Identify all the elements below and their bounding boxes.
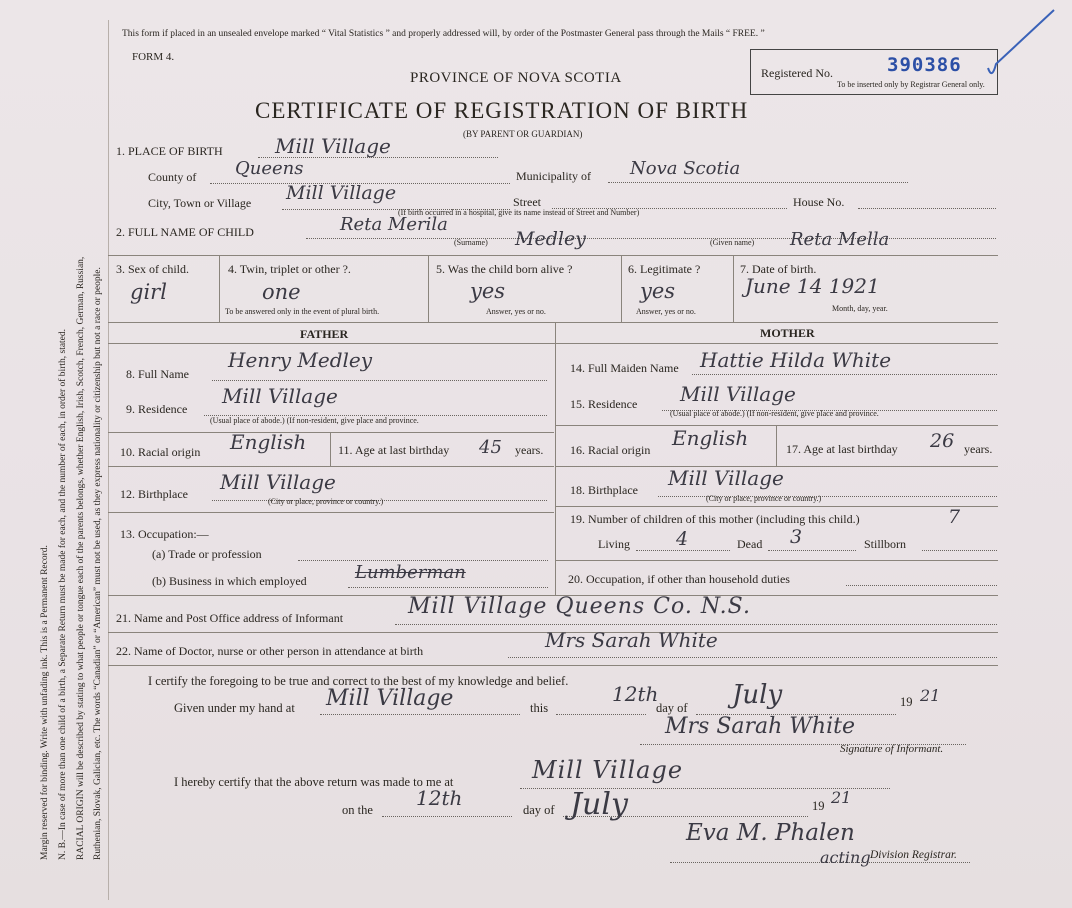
value-informant: Mill Village Queens Co. N.S. xyxy=(408,594,751,619)
margin-note-3: RACIAL ORIGIN will be described by stating to what people or tongue each of the parents belongs, whether English, Irish, Scotch, French, German, Russian, xyxy=(76,256,86,860)
date-note: Month, day, year. xyxy=(832,304,888,313)
label-house-no: House No. xyxy=(793,195,845,209)
value-father-racial: English xyxy=(230,430,307,454)
label-city: City, Town or Village xyxy=(148,196,252,210)
value-mother-name: Hattie Hilda White xyxy=(700,348,892,372)
value-sex: girl xyxy=(130,280,167,304)
label-county: County of xyxy=(148,170,197,184)
label-doctor: 22. Name of Doctor, nurse or other person in attendance at birth xyxy=(116,644,424,658)
legitimate-note: Answer, yes or no. xyxy=(636,307,696,316)
born-alive-note: Answer, yes or no. xyxy=(486,307,546,316)
margin-rule xyxy=(108,20,109,900)
given-name-note: (Given name) xyxy=(710,238,755,247)
value-given-at: Mill Village xyxy=(326,686,454,711)
surname-note: (Surname) xyxy=(454,238,488,247)
label-mother-age: 17. Age at last birthday xyxy=(786,442,898,456)
label-this: this xyxy=(530,701,549,715)
label-living: Living xyxy=(598,537,630,551)
value-mother-age: 26 xyxy=(930,430,955,452)
mother-heading: MOTHER xyxy=(760,326,815,340)
value-city: Mill Village xyxy=(286,182,397,204)
label-twin: 4. Twin, triplet or other ?. xyxy=(228,262,351,276)
label-street: Street xyxy=(513,195,541,209)
certificate-title: CERTIFICATE OF REGISTRATION OF BIRTH xyxy=(255,98,749,123)
value-doctor: Mrs Sarah White xyxy=(545,628,718,652)
registered-number: 390386 xyxy=(887,54,962,76)
label-mother-residence: 15. Residence xyxy=(570,397,638,411)
father-years: years. xyxy=(515,443,544,457)
form-number: FORM 4. xyxy=(132,51,175,63)
value-father-birthplace: Mill Village xyxy=(220,470,336,494)
label-sex: 3. Sex of child. xyxy=(116,262,189,276)
value-acting: acting xyxy=(820,848,871,867)
label-year-prefix: 19 xyxy=(900,695,913,709)
label-on-the: on the xyxy=(342,803,373,817)
certify-text: I certify the foregoing to be true and correct to the best of my knowledge and belief. xyxy=(148,674,569,688)
label-father-age: 11. Age at last birthday xyxy=(338,443,450,457)
label-date-of-birth: 7. Date of birth. xyxy=(740,262,817,276)
label-municipality: Municipality of xyxy=(516,169,591,183)
registered-label: Registered No. xyxy=(761,66,833,80)
label-place-of-birth: 1. PLACE OF BIRTH xyxy=(116,144,223,158)
value-registrar-signature: Eva M. Phalen xyxy=(686,820,855,846)
margin-note-4: Ruthenian, Slovak, Galician, etc. The words “Canadian” or “American” must not be used, as they express nationality or citizenship but not a race or people. xyxy=(93,267,103,860)
label-father-name: 8. Full Name xyxy=(126,367,189,381)
value-made-year: 21 xyxy=(831,788,852,807)
label-day-of: day of xyxy=(656,701,688,715)
value-given-month: July xyxy=(732,680,783,710)
value-mother-racial: English xyxy=(672,426,749,450)
value-father-age: 45 xyxy=(479,437,502,458)
label-given-under: Given under my hand at xyxy=(174,701,295,715)
value-given-year: 21 xyxy=(920,686,941,705)
label-division-registrar: Division Registrar. xyxy=(870,849,957,861)
value-county: Queens xyxy=(235,158,304,179)
mother-birthplace-note: (City or place, province or country.) xyxy=(706,494,822,503)
mail-notice: This form if placed in an unsealed envelope marked “ Vital Statistics ” and properly addressed will, by order of the Postmaster General pass through the Mails “ FREE. ” xyxy=(122,29,765,39)
label-business: (b) Business in which employed xyxy=(152,574,307,588)
margin-note-1: Margin reserved for binding. Write with unfading ink. This is a Permanent Record. xyxy=(40,545,50,860)
value-date-of-birth: June 14 1921 xyxy=(745,274,880,298)
father-residence-note: (Usual place of abode.) (If non-resident, give place and province. xyxy=(210,416,419,425)
label-year-prefix-2: 19 xyxy=(812,799,825,813)
label-made-day-of: day of xyxy=(523,803,555,817)
value-living: 4 xyxy=(676,528,689,550)
value-father-residence: Mill Village xyxy=(222,384,338,408)
value-legitimate: yes xyxy=(640,279,676,303)
check-mark-icon xyxy=(980,4,1060,80)
mother-years: years. xyxy=(964,442,993,456)
value-place-of-birth: Mill Village xyxy=(275,134,391,158)
label-father-residence: 9. Residence xyxy=(126,402,188,416)
father-heading: FATHER xyxy=(300,327,349,341)
value-informant-signature: Mrs Sarah White xyxy=(665,714,855,739)
label-trade: (a) Trade or profession xyxy=(152,547,262,561)
label-signature-informant: Signature of Informant. xyxy=(840,743,944,755)
label-mother-racial: 16. Racial origin xyxy=(570,443,651,457)
value-given-name: Reta Mella xyxy=(790,229,890,250)
value-mother-birthplace: Mill Village xyxy=(668,466,784,490)
label-stillborn: Stillborn xyxy=(864,537,907,551)
mother-residence-note: (Usual place of abode.) (If non-resident, give place and province. xyxy=(670,409,879,418)
value-born-alive: yes xyxy=(470,279,506,303)
registered-number-box xyxy=(750,49,998,95)
label-father-racial: 10. Racial origin xyxy=(120,445,201,459)
value-surname: Medley xyxy=(515,228,586,250)
value-children: 7 xyxy=(948,506,961,528)
label-born-alive: 5. Was the child born alive ? xyxy=(436,262,573,276)
value-twin: one xyxy=(262,280,301,304)
label-father-birthplace: 12. Birthplace xyxy=(120,487,188,501)
label-mother-occupation: 20. Occupation, if other than household duties xyxy=(568,572,790,586)
value-given-day: 12th xyxy=(612,682,659,706)
value-municipality: Nova Scotia xyxy=(630,158,741,179)
value-made-day: 12th xyxy=(416,786,463,810)
margin-note-2: N. B.—In case of more than one child of a birth, a Separate Return must be made for each, and the number of each, in order of birth, stated. xyxy=(58,328,68,860)
certificate-subtitle: (BY PARENT OR GUARDIAN) xyxy=(463,129,583,139)
label-legitimate: 6. Legitimate ? xyxy=(628,262,701,276)
value-child-name: Reta Merila xyxy=(340,214,448,235)
twin-note: To be answered only in the event of plural birth. xyxy=(225,307,380,316)
registered-note: To be inserted only by Registrar General only. xyxy=(837,80,985,89)
label-dead: Dead xyxy=(737,537,763,551)
value-made-at: Mill Village xyxy=(532,756,684,784)
hospital-note: (If birth occurred in a hospital, give its name instead of Street and Number) xyxy=(398,208,640,217)
label-children: 19. Number of children of this mother (including this child.) xyxy=(570,512,860,526)
label-informant: 21. Name and Post Office address of Informant xyxy=(116,611,344,625)
label-occupation: 13. Occupation:— xyxy=(120,527,209,541)
label-mother-name: 14. Full Maiden Name xyxy=(570,361,679,375)
province-heading: PROVINCE OF NOVA SCOTIA xyxy=(410,70,622,86)
label-hereby: I hereby certify that the above return was made to me at xyxy=(174,775,454,789)
value-father-name: Henry Medley xyxy=(228,348,373,372)
value-business: Lumberman xyxy=(355,562,466,583)
value-mother-residence: Mill Village xyxy=(680,382,796,406)
value-made-month: July xyxy=(570,787,628,822)
value-dead: 3 xyxy=(790,526,803,548)
label-mother-birthplace: 18. Birthplace xyxy=(570,483,638,497)
father-birthplace-note: (City or place, province or country.) xyxy=(268,497,384,506)
label-full-name-child: 2. FULL NAME OF CHILD xyxy=(116,225,254,239)
